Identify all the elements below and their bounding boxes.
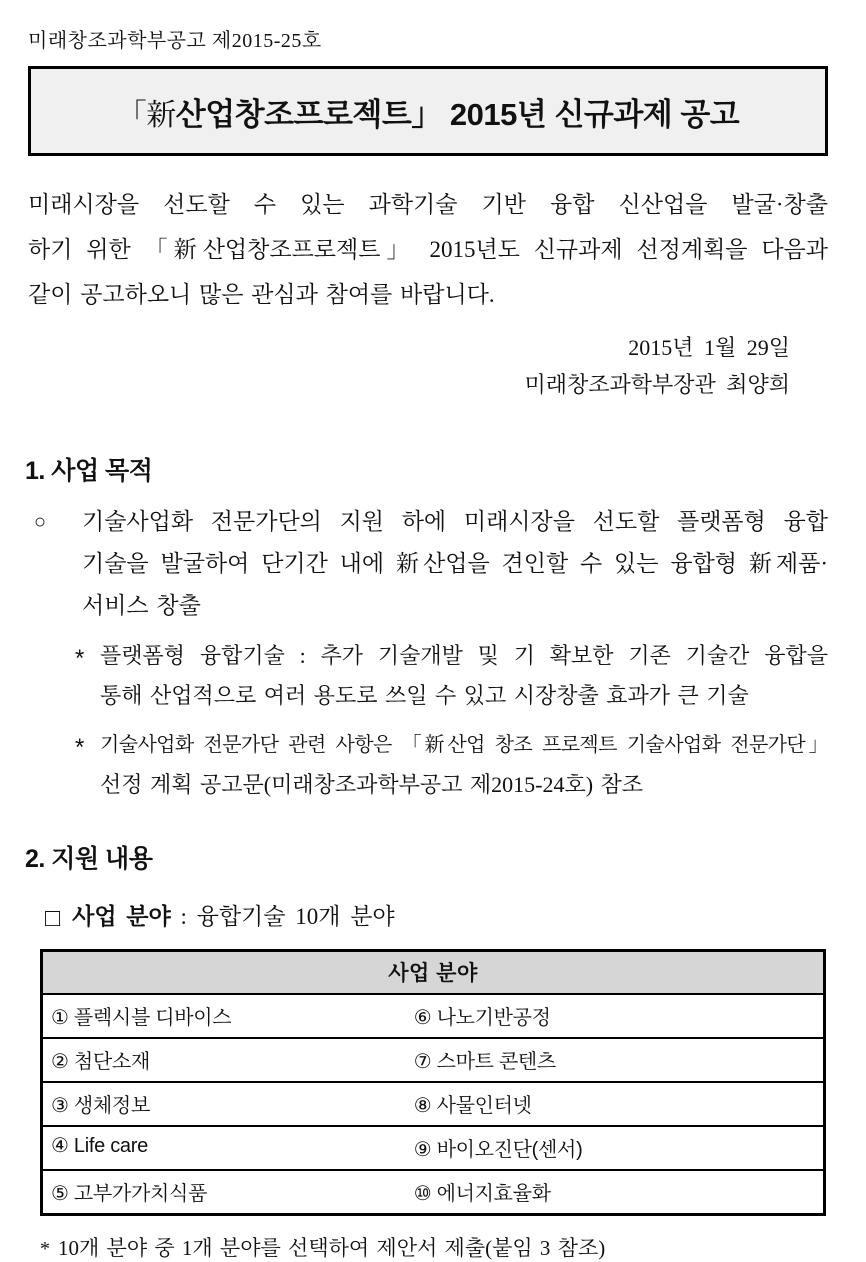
subnote-line: 선정 계획 공고문(미래창조과학부공고 제2015-24호) 참조 [100, 772, 644, 797]
field-line [45, 901, 828, 935]
table-row [43, 1039, 823, 1083]
bullet-line: 기술사업화 전문가단의 지원 하에 미래시장을 선도할 플랫폼형 융합 [82, 509, 828, 534]
table-cell-right: ⑨ 바이오진단(센서) [413, 1139, 583, 1161]
table-row [43, 1171, 823, 1213]
signoff-date: 2015년 1월 29일 [628, 335, 790, 360]
bullet-line: 서비스 창출 [82, 593, 201, 618]
page-title-main: 산업창조프로젝트」 2015년 신규과제 공고 [175, 96, 740, 132]
circle-bullet-icon: ○ [34, 511, 47, 533]
table-row [43, 995, 823, 1039]
bullet-line: 기술을 발굴하여 단기간 내에 新산업을 견인할 수 있는 융합형 新제품· [82, 551, 828, 576]
intro-line: 하기 위한 「新산업창조프로젝트」 2015년도 신규과제 선정계획을 다음과 [28, 237, 828, 262]
table-cell-left: ② 첨단소재 [51, 1051, 150, 1073]
table-cell-left: ④ Life care [51, 1135, 148, 1157]
subnote-line: 통해 산업적으로 여러 용도로 쓰일 수 있고 시장창출 효과가 큰 기술 [100, 683, 749, 708]
intro-line: 같이 공고하오니 많은 관심과 참여를 바랍니다. [28, 282, 495, 307]
intro-paragraph [28, 182, 828, 317]
table-cell-left: ⑤ 고부가가치식품 [51, 1183, 208, 1205]
footnote [40, 1232, 828, 1262]
doc-number: 미래창조과학부공고 제2015-25호 [28, 30, 322, 52]
section-1-heading: 1. 사업 목적 [25, 457, 153, 485]
table-cell-left: ③ 생체정보 [51, 1095, 150, 1117]
table-cell-right: ⑩ 에너지효율화 [413, 1183, 551, 1205]
table-row [43, 1127, 823, 1171]
asterisk-icon: * [75, 734, 85, 761]
table-cell-right: ⑥ 나노기반공정 [413, 1007, 551, 1029]
signoff-block [28, 329, 828, 403]
page-title [117, 89, 740, 134]
section-2-heading: 2. 지원 내용 [25, 845, 153, 873]
square-checkbox-icon: □ [45, 905, 61, 932]
subnote-line: 기술사업화 전문가단 관련 사항은 「新산업 창조 프로젝트 기술사업화 전문가단」 [100, 734, 828, 756]
circle-bullet-item [28, 501, 828, 627]
subnote-line: 플랫폼형 융합기술 : 추가 기술개발 및 기 확보한 기존 기술간 융합을 [100, 643, 828, 668]
footnote-text: 10개 분야 중 1개 분야를 선택하여 제안서 제출(붙임 3 참조) [58, 1236, 606, 1260]
title-box [28, 66, 828, 156]
field-label: 사업 분야 [72, 904, 171, 929]
subnote-item [28, 725, 828, 805]
intro-line: 미래시장을 선도할 수 있는 과학기술 기반 융합 신산업을 발굴·창출 [28, 192, 828, 217]
asterisk-icon: * [75, 645, 85, 672]
table-cell-right: ⑦ 스마트 콘텐츠 [413, 1051, 556, 1073]
table-row [43, 1083, 823, 1127]
table-header: 사업 분야 [43, 952, 823, 995]
field-value: : 융합기술 10개 분야 [170, 904, 395, 929]
signoff-signer: 미래창조과학부장관 최양희 [524, 372, 790, 397]
table-cell-left: ① 플렉시블 디바이스 [51, 1007, 232, 1029]
asterisk-icon: * [40, 1238, 50, 1260]
page-title-prefix: 「新 [116, 98, 176, 132]
table-cell-right: ⑧ 사물인터넷 [413, 1095, 532, 1117]
subnote-item [28, 636, 828, 716]
business-field-table [40, 949, 826, 1216]
